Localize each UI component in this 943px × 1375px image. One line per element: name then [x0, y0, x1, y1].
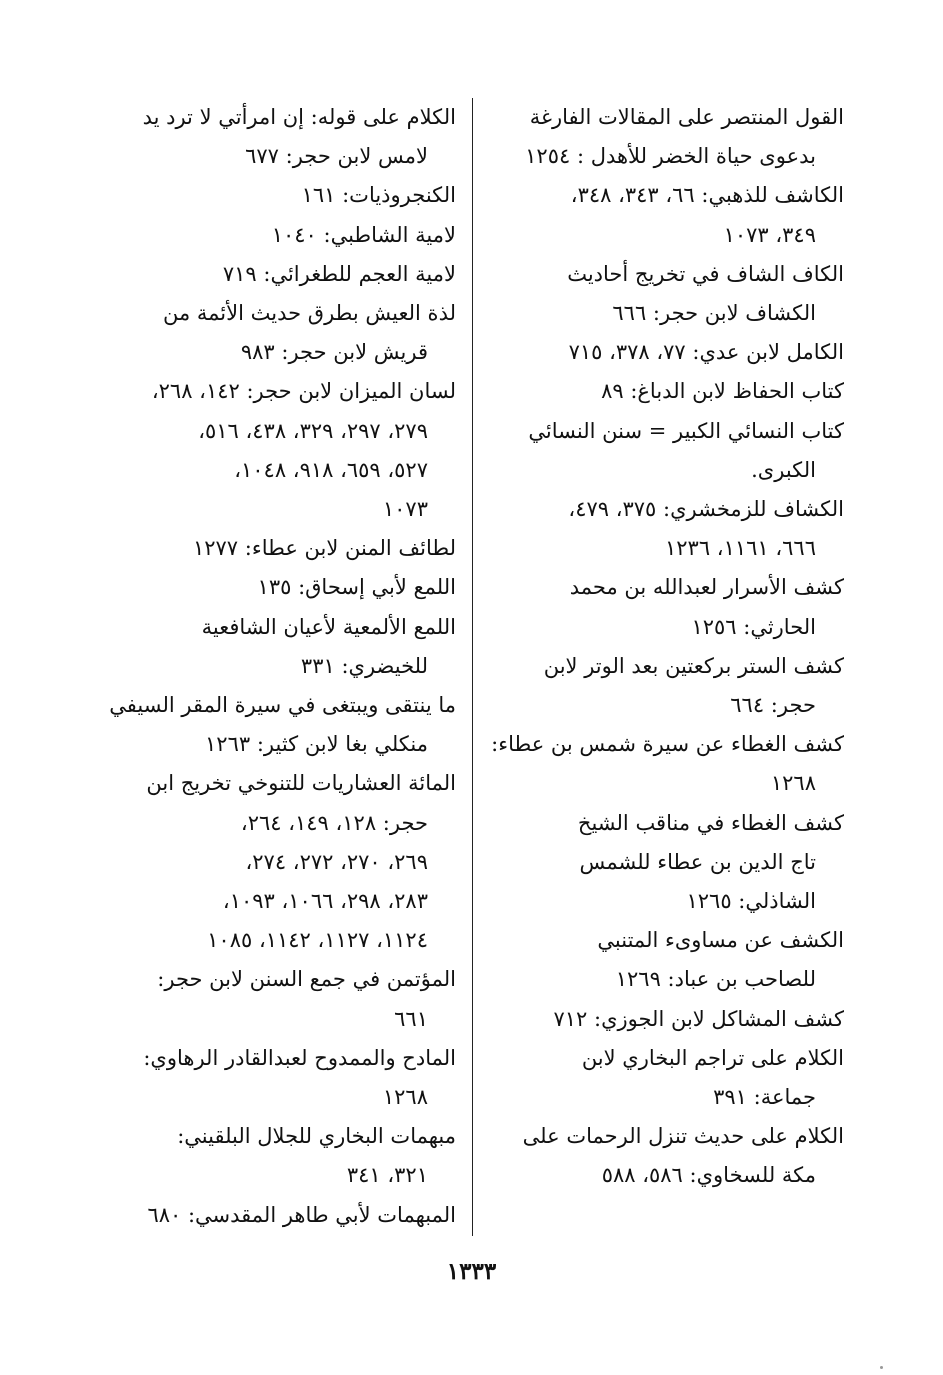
index-entry — [96, 294, 456, 372]
column-divider — [472, 98, 473, 1236]
entry-continuation-line: بدعوى حياة الخضر للأهدل : ١٢٥٤ — [525, 144, 816, 169]
index-entry — [96, 608, 456, 686]
entry-title-line: كشف المشاكل لابن الجوزي: ٧١٢ — [553, 1006, 844, 1031]
entry-title-line: الكلام على قوله: إن امرأتي لا ترد يد — [142, 105, 456, 129]
index-column-left — [96, 98, 456, 1235]
entry-title-line: مبهمات البخاري للجلال البلقيني: — [177, 1124, 456, 1149]
entry-title-line: كشف الأسرار لعبدالله بن محمد — [569, 575, 844, 600]
index-entry — [96, 216, 456, 255]
entry-continuation-line: ٦٦١ — [394, 1006, 428, 1031]
entry-title-line: الكلام على حديث تنزل الرحمات على — [522, 1124, 844, 1149]
entry-title-line: لسان الميزان لابن حجر: ١٤٢، ٢٦٨، — [151, 379, 456, 404]
index-entry — [484, 647, 844, 725]
entry-continuation-line: تاج الدين بن عطاء للشمس — [579, 849, 816, 874]
index-column-right — [484, 98, 844, 1196]
index-entry — [484, 255, 844, 333]
entry-title-line: لامية العجم للطغرائي: ٧١٩ — [222, 261, 456, 286]
entry-title-line: الكشف عن مساوىء المتنبي — [597, 928, 844, 953]
index-entry — [484, 804, 844, 922]
entry-title-line: لطائف المنن لابن عطاء: ١٢٧٧ — [192, 536, 456, 561]
entry-title-line: ما ينتقى ويبتغى في سيرة المقر السيفي — [109, 693, 456, 718]
index-entry — [484, 372, 844, 411]
entry-continuation-line: ٢٧٩، ٢٩٧، ٣٢٩، ٤٣٨، ٥١٦، — [198, 418, 428, 443]
entry-continuation-line: الشاذلي: ١٢٦٥ — [686, 889, 816, 914]
entry-continuation-line: ١١٢٤، ١١٢٧، ١١٤٢، ١٠٨٥ — [207, 928, 428, 953]
entry-continuation-line: حجر: ٦٦٤ — [730, 693, 816, 718]
index-entry — [484, 921, 844, 999]
entry-title-line: الكلام على تراجم البخاري لابن — [581, 1045, 844, 1070]
entry-continuation-line: ٣٢١، ٣٤١ — [346, 1163, 428, 1188]
entry-title-line: كشف الستر بركعتين بعد الوتر لابن — [543, 653, 844, 678]
entry-continuation-line: ١٢٦٨ — [382, 1085, 428, 1110]
entry-title-line: المبهمات لأبي طاهر المقدسي: ٦٨٠ — [147, 1202, 456, 1227]
index-entry — [96, 568, 456, 607]
entry-continuation-line: حجر: ١٢٨، ١٤٩، ٢٦٤، — [240, 810, 428, 835]
index-entry — [96, 686, 456, 764]
index-entry — [96, 1039, 456, 1117]
entry-title-line: المائة العشاريات للتنوخي تخريج ابن — [146, 771, 456, 796]
entry-continuation-line: ١٢٦٨ — [770, 771, 816, 796]
entry-title-line: الكاشف للذهبي: ٦٦، ٣٤٣، ٣٤٨، — [570, 183, 844, 208]
index-entry — [484, 725, 844, 803]
entry-title-line: كتاب النسائي الكبير = سنن النسائي — [528, 418, 844, 443]
index-entry — [484, 98, 844, 176]
entry-title-line: اللمع لأبي إسحاق: ١٣٥ — [257, 575, 456, 600]
entry-title-line: كشف الغطاء عن سيرة شمس بن عطاء: — [491, 732, 844, 757]
entry-continuation-line: ٣٤٩، ١٠٧٣ — [723, 222, 816, 247]
index-entry — [96, 372, 456, 529]
entry-continuation-line: الكبرى. — [751, 457, 816, 482]
entry-continuation-line: للصاحب بن عباد: ١٢٦٩ — [615, 967, 816, 992]
entry-title-line: لذة العيش بطرق حديث الأئمة من — [163, 301, 456, 326]
index-entry — [96, 529, 456, 568]
entry-continuation-line: جماعة: ٣٩١ — [713, 1085, 816, 1110]
entry-continuation-line: ٦٦٦، ١١٦١، ١٢٣٦ — [665, 536, 816, 561]
entry-continuation-line: ٢٨٣، ٢٩٨، ١٠٦٦، ١٠٩٣، — [222, 889, 428, 914]
entry-continuation-line: ٢٦٩، ٢٧٠، ٢٧٢، ٢٧٤، — [245, 849, 428, 874]
entry-title-line: كتاب الحفاظ لابن الدباغ: ٨٩ — [601, 379, 844, 404]
index-entry — [484, 333, 844, 372]
index-entry — [96, 1117, 456, 1195]
page-number: ١٣٣٣ — [446, 1258, 497, 1285]
entry-title-line: المؤتمن في جمع السنن لابن حجر: — [157, 967, 456, 992]
index-entry — [484, 1000, 844, 1039]
entry-title-line: لامية الشاطبي: ١٠٤٠ — [271, 222, 456, 247]
index-entry — [96, 960, 456, 1038]
index-entry — [484, 1039, 844, 1117]
entry-continuation-line: للخيضري: ٣٣١ — [300, 653, 428, 678]
entry-continuation-line: الحارثي: ١٢٥٦ — [691, 614, 816, 639]
entry-title-line: المادح والممدوح لعبدالقادر الرهاوي: — [143, 1045, 456, 1070]
entry-title-line: الكامل لابن عدي: ٧٧، ٣٧٨، ٧١٥ — [568, 340, 844, 365]
entry-title-line: اللمع الألمعية لأعيان الشافعية — [201, 614, 456, 639]
index-entry — [484, 1117, 844, 1195]
entry-continuation-line: قريش لابن حجر: ٩٨٣ — [240, 340, 428, 365]
index-entry — [484, 568, 844, 646]
entry-title-line: الكشاف للزمخشري: ٣٧٥، ٤٧٩، — [568, 497, 844, 522]
entry-continuation-line: لامس لابن حجر: ٦٧٧ — [245, 144, 428, 169]
index-entry — [96, 1196, 456, 1235]
index-entry — [96, 764, 456, 960]
entry-title-line: الكنجروذيات: ١٦١ — [301, 183, 456, 208]
index-entry — [96, 98, 456, 176]
index-entry — [484, 176, 844, 254]
index-entry — [96, 176, 456, 215]
entry-continuation-line: منكلي بغا لابن كثير: ١٢٦٣ — [205, 732, 428, 757]
entry-title-line: كشف الغطاء في مناقب الشيخ — [577, 810, 844, 835]
entry-continuation-line: الكشاف لابن حجر: ٦٦٦ — [612, 301, 816, 326]
entry-title-line: الكاف الشاف في تخريج أحاديث — [567, 261, 844, 286]
entry-title-line: القول المنتصر على المقالات الفارغة — [529, 105, 844, 129]
entry-continuation-line: مكة للسخاوي: ٥٨٦، ٥٨٨ — [601, 1163, 816, 1188]
entry-continuation-line: ٥٢٧، ٦٥٩، ٩١٨، ١٠٤٨، — [234, 457, 428, 482]
entry-continuation-line: ١٠٧٣ — [382, 497, 428, 522]
scan-speck — [880, 1366, 883, 1369]
index-entry — [484, 490, 844, 568]
index-entry — [484, 412, 844, 490]
index-entry — [96, 255, 456, 294]
